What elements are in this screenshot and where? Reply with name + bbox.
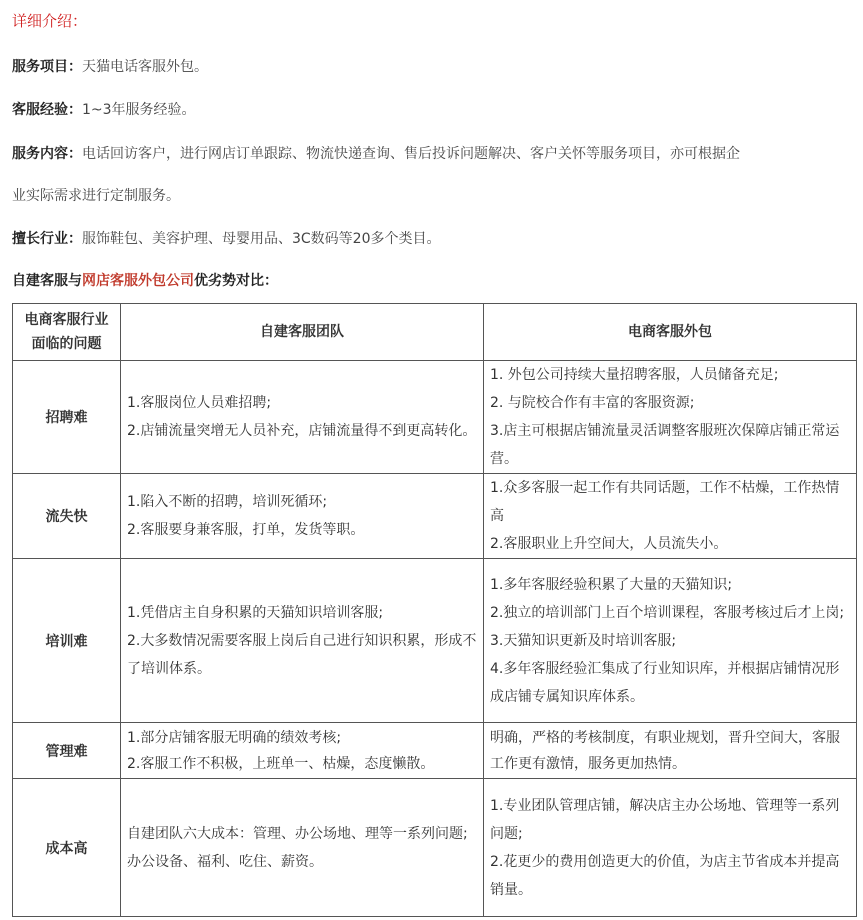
- table-row: [13, 779, 857, 917]
- cell-text: 1.客服岗位人员难招聘;: [127, 395, 272, 411]
- row-self: [121, 361, 484, 474]
- row-outsource: [484, 474, 857, 559]
- table-row: [13, 361, 857, 474]
- cell-text: 2.独立的培训部门上百个培训课程，客服考核过后才上岗;: [490, 604, 845, 621]
- section-heading: 详细介绍：: [12, 12, 88, 30]
- header-issue: 电商客服行业面临的问题: [13, 304, 121, 361]
- cell-text: 1.专业团队管理店铺，解决店主办公场地、管理等一系列问题;: [490, 797, 840, 842]
- table-header-row: [13, 304, 857, 361]
- cell-text: 1.凭借店主自身积累的天猫知识培训客服;: [127, 604, 384, 621]
- cell-text: 1.众多客服一起工作有共同话题，工作不枯燥，工作热情高: [490, 480, 840, 524]
- header-outsource: 电商客服外包: [484, 304, 857, 361]
- cell-text: 2.大多数情况需要客服上岗后自己进行知识积累，形成不了培训体系。: [127, 632, 477, 677]
- info-value: 天猫电话客服外包。: [82, 59, 208, 75]
- cell-text: 1.多年客服经验积累了大量的天猫知识;: [490, 576, 733, 593]
- cell-text: 2. 与院校合作有丰富的客服资源;: [490, 395, 695, 411]
- cell-text: 1. 外包公司持续大量招聘客服，人员储备充足;: [490, 367, 779, 383]
- row-self: [121, 559, 484, 723]
- info-label: 客服经验：: [12, 102, 82, 118]
- cell-text: 3.店主可根据店铺流量灵活调整客服班次保障店铺正常运营。: [490, 423, 840, 467]
- info-value: 服饰鞋包、美容护理、母婴用品、3C数码等20多个类目。: [82, 231, 441, 247]
- cell-text: 2.客服职业上升空间大，人员流失小。: [490, 536, 728, 552]
- compare-title-part1: 自建客服与: [12, 273, 82, 289]
- info-content: [12, 144, 740, 164]
- table-row: [13, 474, 857, 559]
- row-issue: 管理难: [13, 723, 121, 779]
- row-issue: 招聘难: [13, 361, 121, 474]
- table-row: [13, 559, 857, 723]
- info-label: 擅长行业：: [12, 231, 82, 247]
- row-self: [121, 723, 484, 779]
- table-row: [13, 723, 857, 779]
- cell-text: 自建团队六大成本：管理、办公场地、理等一系列问题;办公设备、福利、吃住、薪资。: [127, 825, 468, 870]
- cell-text: 明确，严格的考核制度，有职业规划，晋升空间大，客服工作更有激情，服务更加热情。: [490, 729, 840, 772]
- header-self: 自建客服团队: [121, 304, 484, 361]
- row-outsource: [484, 779, 857, 917]
- row-issue: 流失快: [13, 474, 121, 559]
- cell-text: 2.客服要身兼客服，打单，发货等职。: [127, 522, 365, 538]
- cell-text: 2.客服工作不积极，上班单一、枯燥，态度懒散。: [127, 755, 435, 772]
- row-self: [121, 779, 484, 917]
- comparison-table: [12, 303, 857, 917]
- info-value: 业实际需求进行定制服务。: [12, 188, 180, 204]
- compare-title-part3: 优劣势对比：: [194, 273, 278, 289]
- info-content-cont: [12, 186, 180, 206]
- row-issue: 培训难: [13, 559, 121, 723]
- info-industry: [12, 229, 441, 249]
- info-value: 电话回访客户，进行网店订单跟踪、物流快递查询、售后投诉问题解决、客户关怀等服务项目，亦可根据企: [82, 146, 740, 162]
- info-label: 服务内容：: [12, 146, 82, 162]
- compare-title-link[interactable]: 网店客服外包公司: [82, 273, 194, 289]
- cell-text: 1.陷入不断的招聘，培训死循环;: [127, 494, 328, 510]
- info-experience: [12, 100, 196, 120]
- row-outsource: [484, 361, 857, 474]
- row-self: [121, 474, 484, 559]
- cell-text: 2.花更少的费用创造更大的价值，为店主节省成本并提高销量。: [490, 853, 840, 898]
- row-outsource: [484, 559, 857, 723]
- row-issue: 成本高: [13, 779, 121, 917]
- cell-text: 2.店铺流量突增无人员补充，店铺流量得不到更高转化。: [127, 423, 477, 439]
- compare-title: [12, 271, 278, 291]
- info-label: 服务项目：: [12, 59, 82, 75]
- cell-text: 4.多年客服经验汇集成了行业知识库，并根据店铺情况形成店铺专属知识库体系。: [490, 660, 840, 705]
- row-outsource: [484, 723, 857, 779]
- info-service-item: [12, 57, 208, 77]
- info-value: 1~3年服务经验。: [82, 102, 196, 118]
- cell-text: 1.部分店铺客服无明确的绩效考核;: [127, 729, 342, 746]
- cell-text: 3.天猫知识更新及时培训客服;: [490, 632, 677, 649]
